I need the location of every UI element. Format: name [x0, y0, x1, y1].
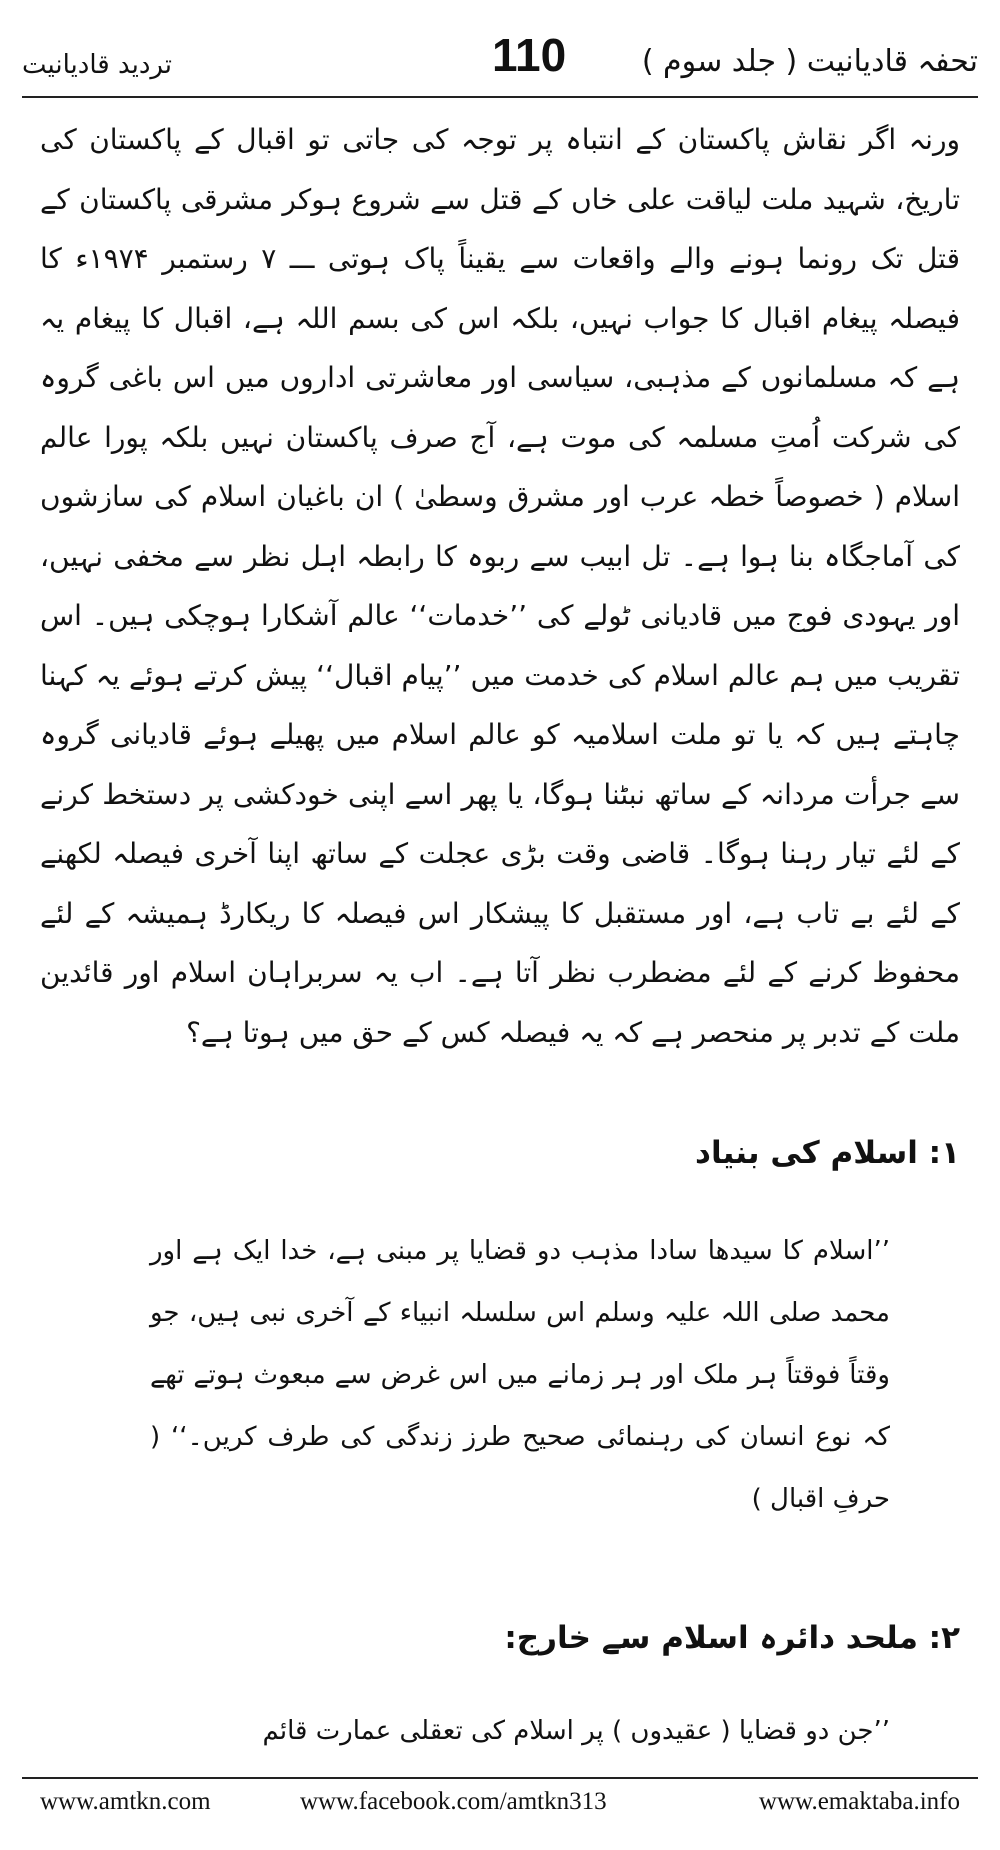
header-divider	[22, 96, 978, 98]
page-header	[22, 28, 978, 98]
section-heading-2: ۲: ملحد دائرہ اسلام سے خارج:	[504, 1620, 960, 1656]
page-number: 110	[492, 29, 567, 81]
section-heading-1: ۱: اسلام کی بنیاد	[695, 1135, 960, 1171]
section-title: تردید قادیانیت	[22, 50, 173, 80]
footer-divider	[22, 1777, 978, 1779]
book-title: تحفہ قادیانیت ( جلد سوم )	[641, 44, 978, 79]
footer-link-facebook[interactable]: www.facebook.com/amtkn313	[300, 1788, 607, 1815]
page-footer	[40, 1788, 960, 1828]
quotation-2: ’’جن دو قضایا ( عقیدوں ) پر اسلام کی تعقلی عمارت قائم	[262, 1716, 890, 1746]
footer-link-emaktaba[interactable]: www.emaktaba.info	[758, 1788, 960, 1815]
quotation-1: ’’اسلام کا سیدھا سادا مذہب دو قضایا پر مبنی ہے، خدا ایک ہے اور محمد صلی اللہ علیہ وسلم اس سلسلہ انبیاء کے آخری نبی ہیں، جو وقتاً فوقتاً ہر ملک اور ہر زمانے میں اس غرض سے مبعوث ہوتے تھے کہ نوع انسان کی رہنمائی صحیح طرز زندگی کی طرف کریں۔‘‘ ( حرفِ اقبال )	[150, 1236, 890, 1514]
main-paragraph: ورنہ اگر نقاش پاکستان کے انتباہ پر توجہ کی جاتی تو اقبال کے پاکستان کی تاریخ، شہید ملت لیاقت علی خاں کے قتل سے شروع ہوکر مشرقی پاکستان کے قتل تک رونما ہونے والے واقعات سے یقیناً پاک ہوتی ـــ ۷ رستمبر ۱۹۷۴ء کا فیصلہ پیغام اقبال کا جواب نہیں، بلکہ اس کی بسم اللہ ہے، اقبال کا پیغام یہ ہے کہ مسلمانوں کے مذہبی، سیاسی اور معاشرتی اداروں میں اس باغی گروہ کی شرکت اُمتِ مسلمہ کی موت ہے، آج صرف پاکستان نہیں بلکہ پورا عالم اسلام ( خصوصاً خطہ عرب اور مشرق وسطیٰ ) ان باغیان اسلام کی سازشوں کی آماجگاہ بنا ہوا ہے۔ تل ابیب سے ربوہ کا رابطہ اہل نظر سے مخفی نہیں، اور یہودی فوج میں قادیانی ٹولے کی ’’خدمات‘‘ عالم آشکارا ہوچکی ہیں۔ اس تقریب میں ہم عالم اسلام کی خدمت میں ’’پیام اقبال‘‘ پیش کرتے ہوئے یہ کہنا چاہتے ہیں کہ یا تو ملت اسلامیہ کو عالم اسلام میں پھیلے ہوئے قادیانی گروہ سے جرأت مردانہ کے ساتھ نبٹنا ہوگا، یا پھر اسے اپنی خودکشی پر دستخط کرنے کے لئے تیار رہنا ہوگا۔ قاضی وقت بڑی عجلت کے ساتھ اپنا آخری فیصلہ لکھنے کے لئے بے تاب ہے، اور مستقبل کا پیشکار اس فیصلہ کا ریکارڈ ہمیشہ کے لئے محفوظ کرنے کے لئے مضطرب نظر آتا ہے۔ اب یہ سربراہان اسلام اور قائدین ملت کے تدبر پر منحصر ہے کہ یہ فیصلہ کس کے حق میں ہوتا ہے؟	[40, 123, 960, 1049]
footer-link-amtkn[interactable]: www.amtkn.com	[40, 1788, 211, 1815]
